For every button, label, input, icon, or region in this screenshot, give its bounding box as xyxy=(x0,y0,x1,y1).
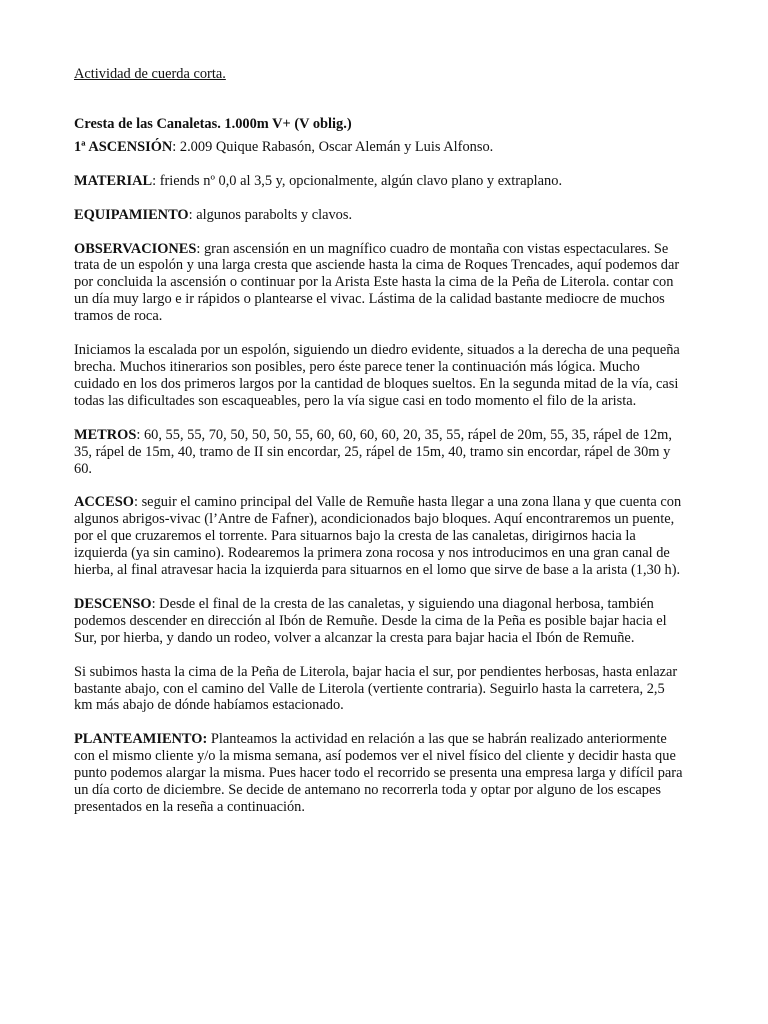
acceso-text: : seguir el camino principal del Valle de Remuñe hasta llegar a una zona llana y que cuenta con algunos abrigos-vivac (l’Antre de Fafner), acondicionados bajo bloques. Aquí encontraremos un puente, por el que cruzaremos el torrente. Para situarnos bajo la cresta de las canaletas, dirigirnos hacia la izquierda (ya sin camino). Rodearemos la primera zona rocosa y nos introducimos en una gran canal de hierba, al final atravesar hacia la izquierda para situarnos en el lomo que sirve de base a la arista (1,30 h). xyxy=(74,494,682,579)
planteamiento-label: PLANTEAMIENTO: xyxy=(74,731,208,748)
si-subimos-paragraph xyxy=(74,664,686,715)
acceso-label: ACCESO xyxy=(74,494,134,511)
descenso-paragraph xyxy=(74,596,686,647)
si-subimos-text: Si subimos hasta la cima de la Peña de Literola, bajar hacia el sur, por pendientes herbosas, hasta enlazar bastante abajo, con el camino del Valle de Literola (vertiente contraria). Seguirlo hasta la carretera, 2,5 km más abajo de dónde habíamos estacionado. xyxy=(74,663,678,714)
equipamiento-paragraph xyxy=(74,207,686,224)
planteamiento-text: Planteamos la actividad en relación a las que se habrán realizado anteriormente con el mismo cliente y/o la misma semana, así podemos ver el nivel físico del cliente y decidir hasta que punto podemos alargar la misma. Pues hacer todo el recorrido se presenta una empresa larga y difícil para un día corto de diciembre. Se decide de antemano no recorrerla toda y optar por alguno de los escapes presentados en la reseña a continuación. xyxy=(74,731,683,815)
metros-paragraph xyxy=(74,427,686,478)
descenso-label: DESCENSO xyxy=(74,595,152,612)
first-ascent-text: : 2.009 Quique Rabasón, Oscar Alemán y Luis Alfonso. xyxy=(172,138,494,155)
equipamiento-label: EQUIPAMIENTO xyxy=(74,206,189,223)
observaciones-paragraph xyxy=(74,241,686,326)
metros-label: METROS xyxy=(74,426,137,443)
observaciones-label: OBSERVACIONES xyxy=(74,240,197,257)
first-ascent-paragraph xyxy=(74,139,686,156)
iniciamos-text: Iniciamos la escalada por un espolón, siguiendo un diedro evidente, situados a la derecha de una pequeña brecha. Muchos itinerarios son posibles, pero éste parece tener la continuación más lógica. Mucho cuidado en los dos primeros largos por la cantidad de bloques sueltos. En la segunda mitad de la vía, casi todas las dificultades son escaqueables, pero la vía sigue casi en todo momento el filo de la arista. xyxy=(74,342,680,409)
activity-title: Actividad de cuerda corta. xyxy=(74,66,226,82)
acceso-paragraph xyxy=(74,494,686,579)
route-title: Cresta de las Canaletas. 1.000m V+ (V oblig.) xyxy=(74,115,352,132)
first-ascent-label: 1ª ASCENSIÓN xyxy=(74,138,173,155)
material-label: MATERIAL xyxy=(74,172,153,189)
material-paragraph xyxy=(74,173,686,190)
iniciamos-paragraph xyxy=(74,342,686,410)
equipamiento-text: : algunos parabolts y clavos. xyxy=(188,206,353,223)
metros-text: : 60, 55, 55, 70, 50, 50, 50, 55, 60, 60, 60, 60, 20, 35, 55, rápel de 20m, 55, 35, rápel de 12m, 35, rápel de 15m, 40, tramo de II sin encordar, 25, rápel de 15m, 40, tramo sin encordar, rápel de 30m y 60. xyxy=(74,426,672,477)
planteamiento-paragraph xyxy=(74,731,686,816)
descenso-text: : Desde el final de la cresta de las canaletas, y siguiendo una diagonal herbosa, también podemos descender en dirección al Ibón de Remuñe. Desde la cima de la Peña es posible bajar hacia el Sur, por hierba, y dando un rodeo, volver a alcanzar la cresta para bajar hacia el Ibón de Remuñe. xyxy=(74,595,667,646)
material-text: : friends nº 0,0 al 3,5 y, opcionalmente, algún clavo plano y extraplano. xyxy=(152,172,563,189)
observaciones-text: : gran ascensión en un magnífico cuadro de montaña con vistas espectaculares. Se trata de un espolón y una larga cresta que asciende hasta la cima de Roques Trencades, aquí podemos dar por concluida la ascensión o continuar por la Arista Este hasta la cima de la Peña de Literola. contar con un día muy largo e ir rápidos o plantearse el vivac. Lástima de la calidad bastante mediocre de muchos tramos de roca. xyxy=(74,240,680,325)
